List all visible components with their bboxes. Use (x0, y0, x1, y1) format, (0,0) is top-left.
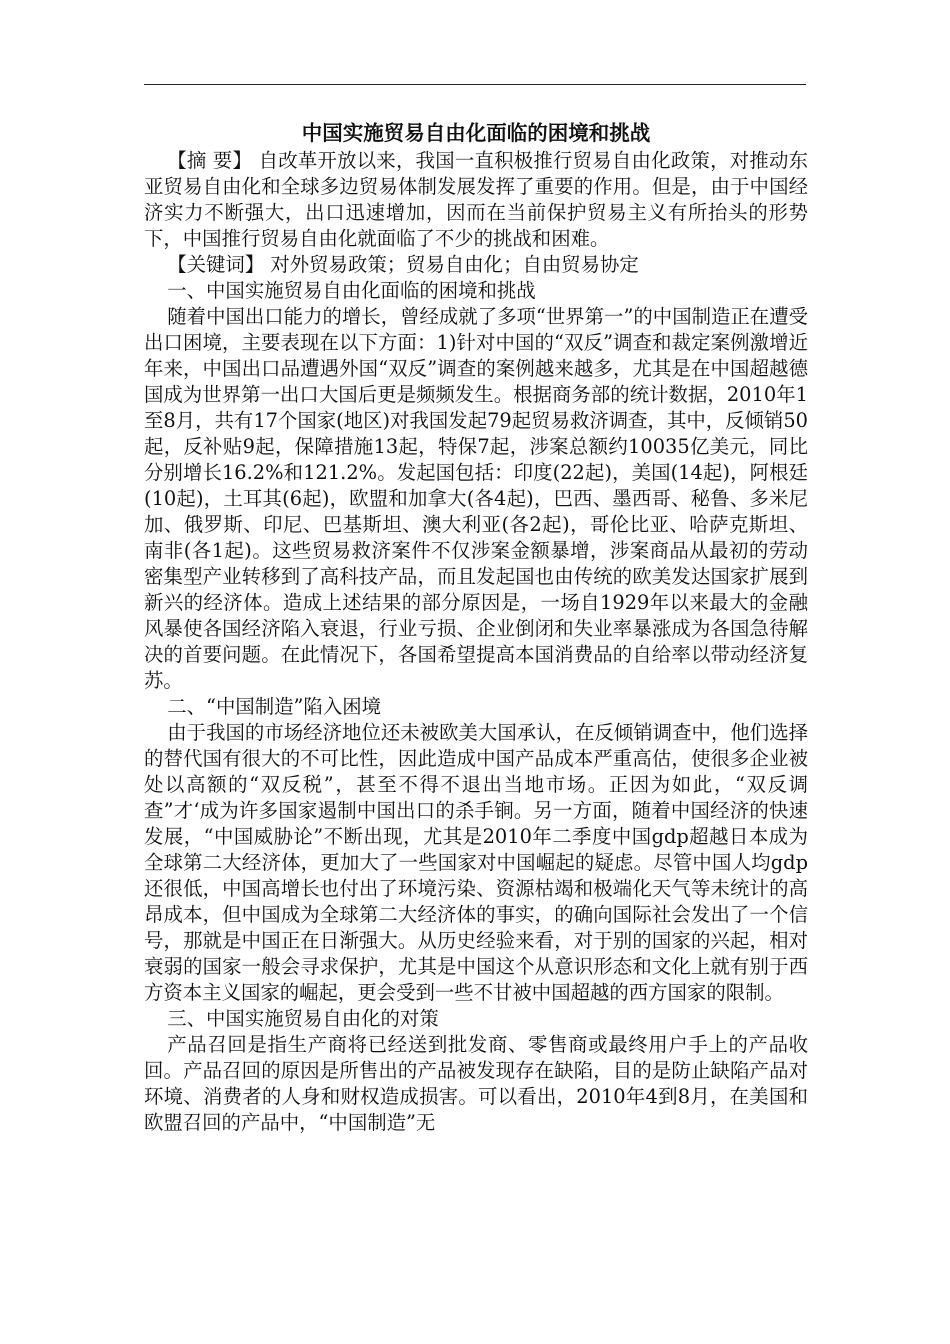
section-3-heading: 三、中国实施贸易自由化的对策 (167, 1007, 439, 1030)
abstract-text: 自改革开放以来，我国一直积极推行贸易自由化政策，对推动东亚贸易自由化和全球多边贸易体制发展发挥了重要的作用。但是，由于中国经济实力不断强大，出口迅速增加，因而在当前保护贸易主义有所抬头的形势下，中国推行贸易自由化就面临了不少的挑战和困难。 (144, 149, 808, 250)
section-2-paragraph: 由于我国的市场经济地位还未被欧美大国承认，在反倾销调查中，他们选择的替代国有很大的不可比性，因此造成中国产品成本严重高估，使很多企业被处以高额的“双反税”，甚至不得不退出当地市场。正因为如此，“双反调查”才‘成为许多国家遏制中国出口的杀手锏。另一方面，随着中国经济的快速发展，“中国威胁论”不断出现，尤其是2010年二季度中国gdp超越日本成为全球第二大经济体，更加大了一些国家对中国崛起的疑虑。尽管中国人均gdp还很低，中国高增长也付出了环境污染、资源枯竭和极端化天气等未统计的高昂成本，但中国成为全球第二大经济体的事实，的确向国际社会发出了一个信号，那就是中国正在日渐强大。从历史经验来看，对于别的国家的兴起，相对衰弱的国家一般会寻求保护，尤其是中国这个从意识形态和文化上就有别于西方资本主义国家的崛起，更会受到一些不甘被中国超越的西方国家的限制。 (144, 721, 808, 1004)
section-2-heading: 二、“中国制造”陷入困境 (167, 695, 381, 718)
document-body (144, 118, 808, 1136)
abstract-paragraph (144, 148, 808, 252)
section-1-paragraph: 随着中国出口能力的增长，曾经成就了多项“世界第一”的中国制造正在遭受出口困境，主要表现在以下方面：1)针对中国的“双反”调查和裁定案例激增近年来，中国出口品遭遇外国“双反”调查的案例越来越多，尤其是在中国超越德国成为世界第一出口大国后更是频频发生。根据商务部的统计数据，2010年1至8月，共有17个国家(地区)对我国发起79起贸易救济调查，其中，反倾销50起，反补贴9起，保障措施13起，特保7起，涉案总额约10035亿美元，同比分别增长16.2%和121.2%。发起国包括：印度(22起)，美国(14起)，阿根廷(10起)，土耳其(6起)，欧盟和加拿大(各4起)，巴西、墨西哥、秘鲁、多米尼加、俄罗斯、印尼、巴基斯坦、澳大利亚(各2起)，哥伦比亚、哈萨克斯坦、南非(各1起)。这些贸易救济案件不仅涉案金额暴增，涉案商品从最初的劳动密集型产业转移到了高科技产品，而且发起国也由传统的欧美发达国家扩展到新兴的经济体。造成上述结果的部分原因是，一场自1929年以来最大的金融风暴使各国经济陷入衰退，行业亏损、企业倒闭和失业率暴涨成为各国急待解决的首要问题。在此情况下，各国希望提高本国消费品的自给率以带动经济复苏。 (144, 305, 808, 692)
header-rule (144, 84, 806, 85)
document-title: 中国实施贸易自由化面临的困境和挑战 (301, 121, 651, 145)
section-3-paragraph: 产品召回是指生产商将已经送到批发商、零售商或最终用户手上的产品收回。产品召回的原因是所售出的产品被发现存在缺陷，目的是防止缺陷产品对环境、消费者的人身和财权造成损害。可以看出，2010年4到8月，在美国和欧盟召回的产品中，“中国制造”无 (144, 1033, 808, 1134)
keywords-label: 【关键词】 (167, 253, 265, 276)
abstract-label: 【摘 要】 (167, 149, 253, 172)
section-1-heading: 一、中国实施贸易自由化面临的困境和挑战 (167, 279, 536, 302)
keywords-text: 对外贸易政策；贸易自由化；自由贸易协定 (270, 253, 639, 276)
keywords-line (144, 252, 808, 278)
